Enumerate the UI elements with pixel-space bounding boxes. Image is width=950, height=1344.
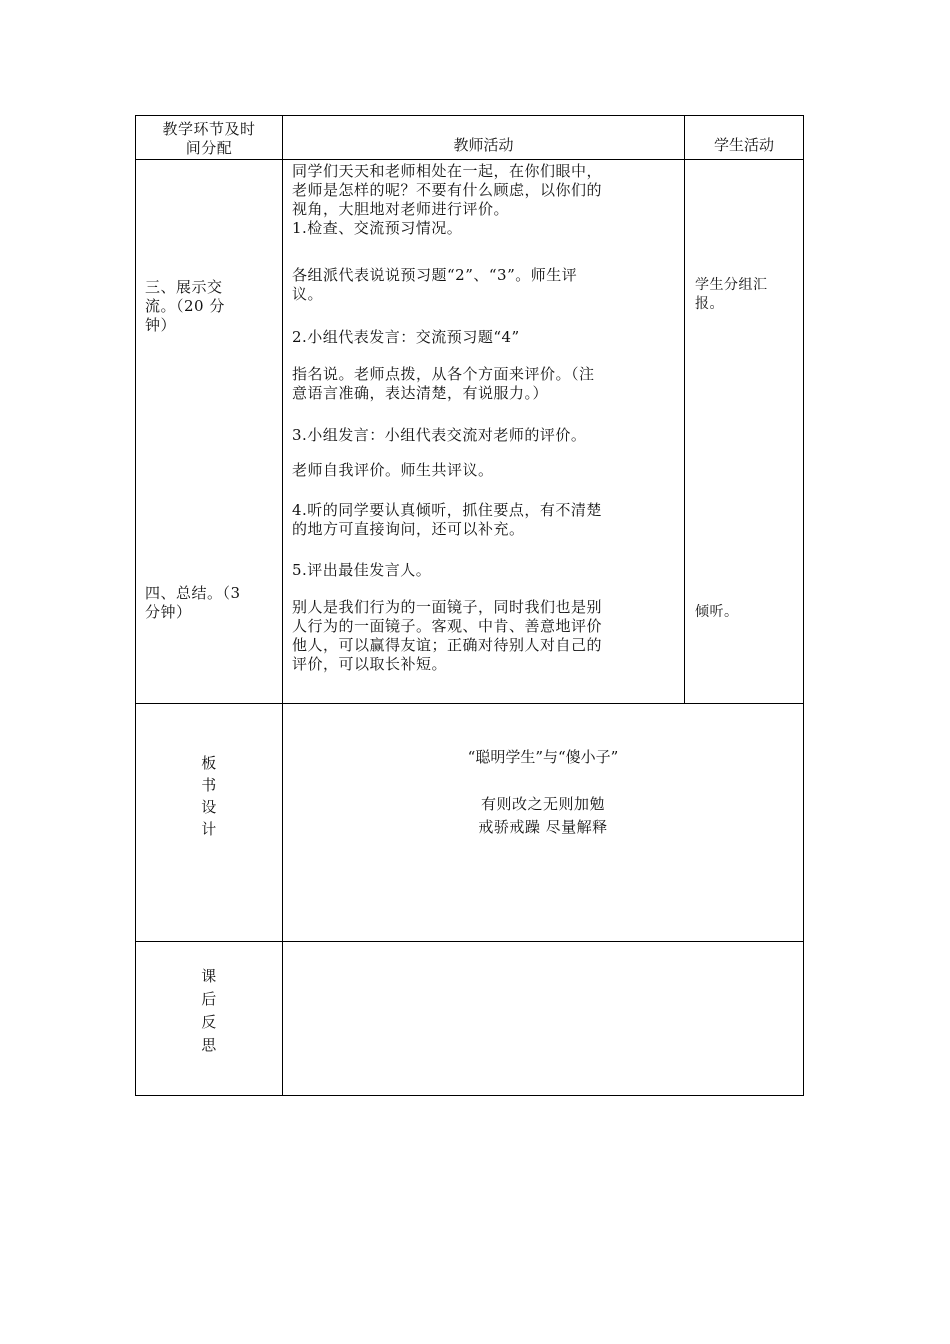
teacher-paragraph-9 [292,598,682,674]
stage-three-label [145,278,281,335]
stage-four-label [145,584,281,622]
teacher-paragraph-5 [292,426,682,445]
stage-line: 流。（20 分 [145,297,225,315]
header-student-activity: 学生活动 [713,136,774,154]
column-divider-2 [684,115,685,704]
table-border-left [135,115,136,1096]
board-label-char: 书 [201,776,217,794]
table-border-right [803,115,804,1096]
reflection-label-char: 课 [201,967,217,985]
student-line: 学生分组汇 [695,277,768,293]
stage-line: 四、总结。（3 [145,584,241,602]
reflection-label-char: 思 [201,1036,217,1054]
teacher-line: 2.小组代表发言：交流预习题“4” [292,328,520,346]
header-stage-time-line: 教学环节及时 [162,120,256,138]
board-label-char: 计 [201,820,217,838]
lesson-plan-table [135,115,804,1096]
stage-line: 三、展示交 [145,278,223,296]
reflection-label [136,965,282,1057]
board-line: 有则改之无则加勉 [480,795,605,813]
stage-line: 钟） [145,316,177,334]
student-line: 倾听。 [695,604,739,620]
teacher-line: 同学们天天和老师相处在一起，在你们眼中， [292,162,603,180]
board-label-char: 板 [201,754,217,772]
header-stage-time [136,120,282,158]
board-label-char: 设 [201,798,217,816]
reflection-label-char: 后 [201,990,217,1008]
teacher-line: 视角，大胆地对老师进行评价。 [292,200,510,218]
table-border-bottom [135,1095,804,1096]
teacher-line: 评价，可以取长补短。 [292,655,448,673]
teacher-line: 各组派代表说说预习题“2”、“3”。师生评 [292,266,578,284]
teacher-line: 意语言准确，表达清楚，有说服力。） [292,384,549,402]
teacher-paragraph-7 [292,501,682,539]
student-line: 报。 [695,296,724,312]
teacher-line: 4.听的同学要认真倾听，抓住要点，有不清楚 [292,501,602,519]
reflection-content [283,942,803,1095]
teacher-line: 1.检查、交流预习情况。 [292,219,463,237]
teacher-line: 老师自我评价。师生共评议。 [292,461,494,479]
teacher-line: 别人是我们行为的一面镜子，同时我们也是别 [292,598,603,616]
teacher-paragraph-8 [292,561,682,580]
student-activity-report [695,276,801,314]
stage-line: 分钟） [145,603,192,621]
board-divider [135,703,804,704]
student-activity-listen [695,603,801,622]
teacher-paragraph-4 [292,365,682,403]
teacher-paragraph-6 [292,461,682,480]
table-border-top [135,115,804,116]
header-divider [135,159,804,160]
board-content [283,793,803,839]
teacher-line: 他人，可以赢得友谊；正确对待别人对自己的 [292,636,603,654]
header-stage-time-line: 间分配 [185,139,233,157]
teacher-line: 的地方可直接询问，还可以补充。 [292,520,525,538]
reflection-label-char: 反 [201,1013,217,1031]
board-design-label [136,752,282,840]
teacher-line: 3.小组发言：小组代表交流对老师的评价。 [292,426,587,444]
teacher-paragraph-3 [292,328,682,347]
teacher-line: 老师是怎样的呢？不要有什么顾虑，以你们的 [292,181,603,199]
teacher-line: 5.评出最佳发言人。 [292,561,432,579]
teacher-line: 议。 [292,285,324,303]
board-line: 戒骄戒躁 尽量解释 [478,818,608,836]
teacher-paragraph-2 [292,266,682,304]
teacher-line: 指名说。老师点拨，从各个方面来评价。（注 [292,365,595,383]
header-teacher-activity: 教师活动 [453,136,514,154]
board-title: “聪明学生”与“傻小子” [467,748,619,766]
teacher-line: 人行为的一面镜子。客观、中肯、善意地评价 [292,617,603,635]
teacher-intro [292,162,682,238]
